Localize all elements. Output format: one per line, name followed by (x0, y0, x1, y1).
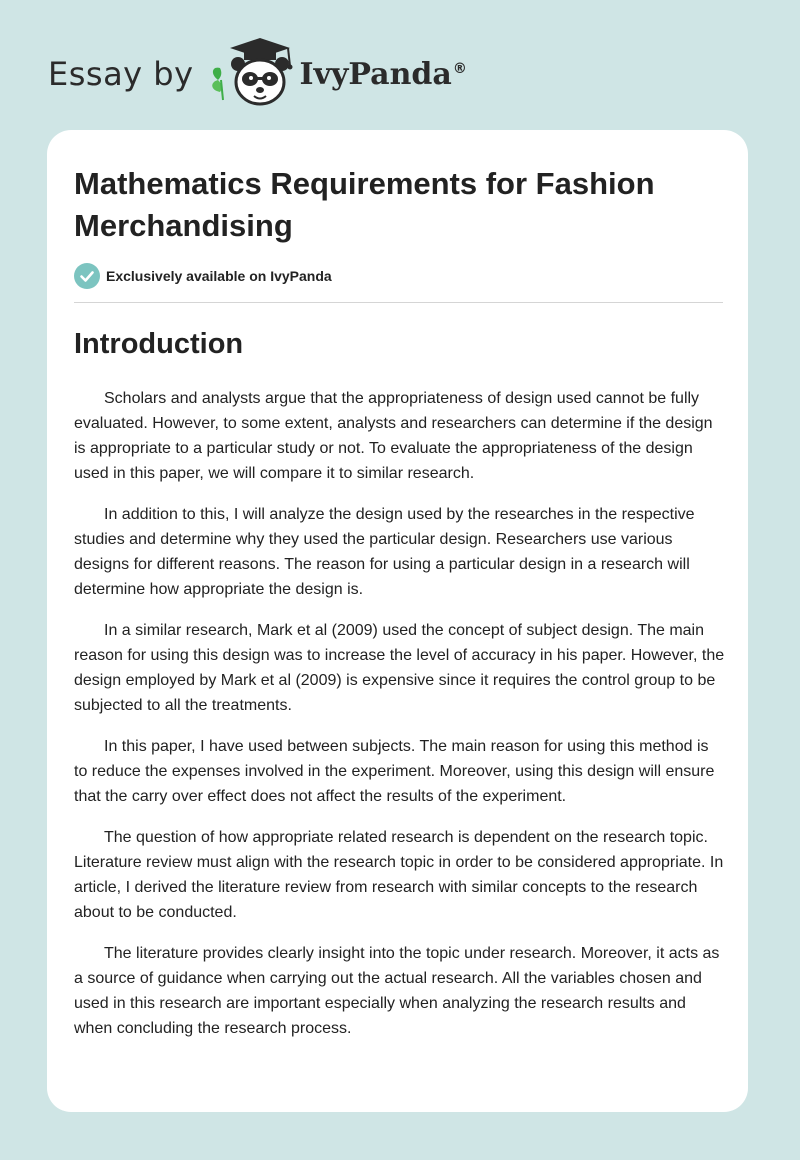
paragraph: The literature provides clearly insight into the topic under research. Moreover, it acts as a source of guidance when carrying out the actual research. All the variables chosen and used in this research are important especially when analyzing the research results and when concluding the research process. (74, 945, 720, 1037)
paragraph: Scholars and analysts argue that the appropriateness of design used cannot be fully evaluated. However, to some extent, analysts and researchers can determine if the design is appropriate to a particular study or not. To evaluate the appropriateness of the design used in this paper, we will compare it to similar research. (74, 390, 713, 482)
essay-body (74, 386, 726, 1057)
registered-mark: ® (452, 60, 467, 77)
divider (74, 302, 723, 303)
essay-card (47, 130, 748, 1112)
section-heading: Introduction (74, 328, 244, 360)
exclusive-badge (74, 263, 332, 289)
paragraph: In this paper, I have used between subjects. The main reason for using this method is to reduce the expenses involved in the experiment. Moreover, using this design will ensure that the carry over effect does not affect the results of the experiment. (74, 738, 715, 805)
brand-prefix: Essay by (48, 55, 194, 93)
panda-graduate-icon (208, 36, 298, 112)
page-title: Mathematics Requirements for Fashion Merchandising (74, 166, 655, 243)
brand-name: IvyPanda® (299, 56, 467, 92)
badge-text: Exclusively available on IvyPanda (106, 268, 332, 284)
check-circle-icon (74, 263, 100, 289)
paragraph: In addition to this, I will analyze the design used by the researches in the respective studies and determine why they used the particular design. Researchers use various designs for different reasons. The reason for using a particular design in a research will determine how appropriate the design is. (74, 506, 695, 598)
brand-header[interactable] (48, 34, 467, 114)
paragraph: In a similar research, Mark et al (2009) used the concept of subject design. The main reason for using this design was to increase the level of accuracy in his paper. However, the design employed by Mark et al (2009) is expensive since it requires the control group to be subjected to all the treatments. (74, 622, 725, 714)
paragraph: The question of how appropriate related research is dependent on the research topic. Literature review must align with the research topic in order to be considered appropriate. In article, I derived the literature review from research with similar concepts to the research about to be conducted. (74, 829, 724, 921)
